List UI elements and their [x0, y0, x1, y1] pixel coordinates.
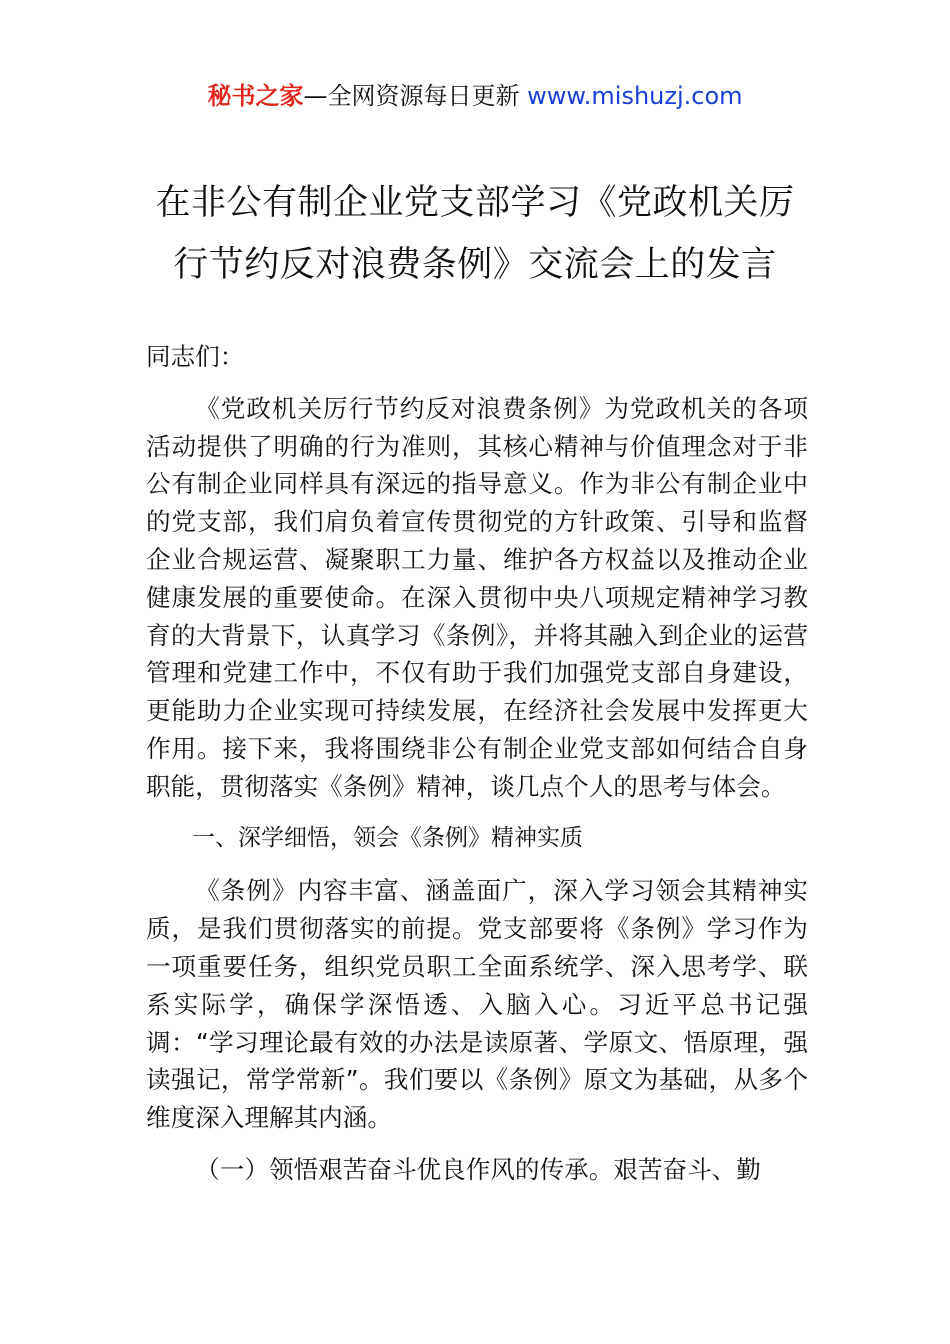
paragraph-section-1: 《条例》内容丰富、涵盖面广，深入学习领会其精神实质，是我们贯彻落实的前提。党支部要将《条例》学习作为一项重要任务，组织党员职工全面系统学、深入思考学、联系实际学，确保学深悟透、入脑入心。习近平总书记强调：“学习理论最有效的办法是读原著、学原文、悟原理，强读强记，常学常新”。我们要以《条例》原文为基础，从多个维度深入理解其内涵。 [146, 876, 808, 1133]
title-line-2: 行节约反对浪费条例》交流会上的发言 [173, 245, 777, 285]
banner-tagline: —全网资源每日更新 [303, 82, 528, 110]
section-heading-1: 一、深学细悟，领会《条例》精神实质 [192, 824, 583, 851]
paragraph-subsection-1: （一）领悟艰苦奋斗优良作风的传承。艰苦奋斗、勤 [195, 1154, 761, 1184]
paragraph-intro: 《党政机关厉行节约反对浪费条例》为党政机关的各项活动提供了明确的行为准则，其核心精神与价值理念对于非公有制企业同样具有深远的指导意义。作为非公有制企业中的党支部，我们肩负着宣传贯彻党的方针政策、引导和监督企业合规运营、凝聚职工力量、维护各方权益以及推动企业健康发展的重要使命。在深入贯彻中央八项规定精神学习教育的大背景下，认真学习《条例》，并将其融入到企业的运营管理和党建工作中，不仅有助于我们加强党支部自身建设，更能助力企业实现可持续发展，在经济社会发展中发挥更大作用。接下来，我将围绕非公有制企业党支部如何结合自身职能，贯彻落实《条例》精神，谈几点个人的思考与体会。 [146, 393, 808, 801]
salutation: 同志们： [146, 342, 245, 371]
site-banner [0, 78, 950, 114]
document-body [146, 338, 808, 1203]
document-title [100, 172, 850, 296]
brand-name: 秘书之家 [207, 82, 304, 110]
site-url-link[interactable]: www.mishuzj.com [527, 82, 743, 110]
title-line-1: 在非公有制企业党支部学习《党政机关厉 [155, 183, 795, 223]
